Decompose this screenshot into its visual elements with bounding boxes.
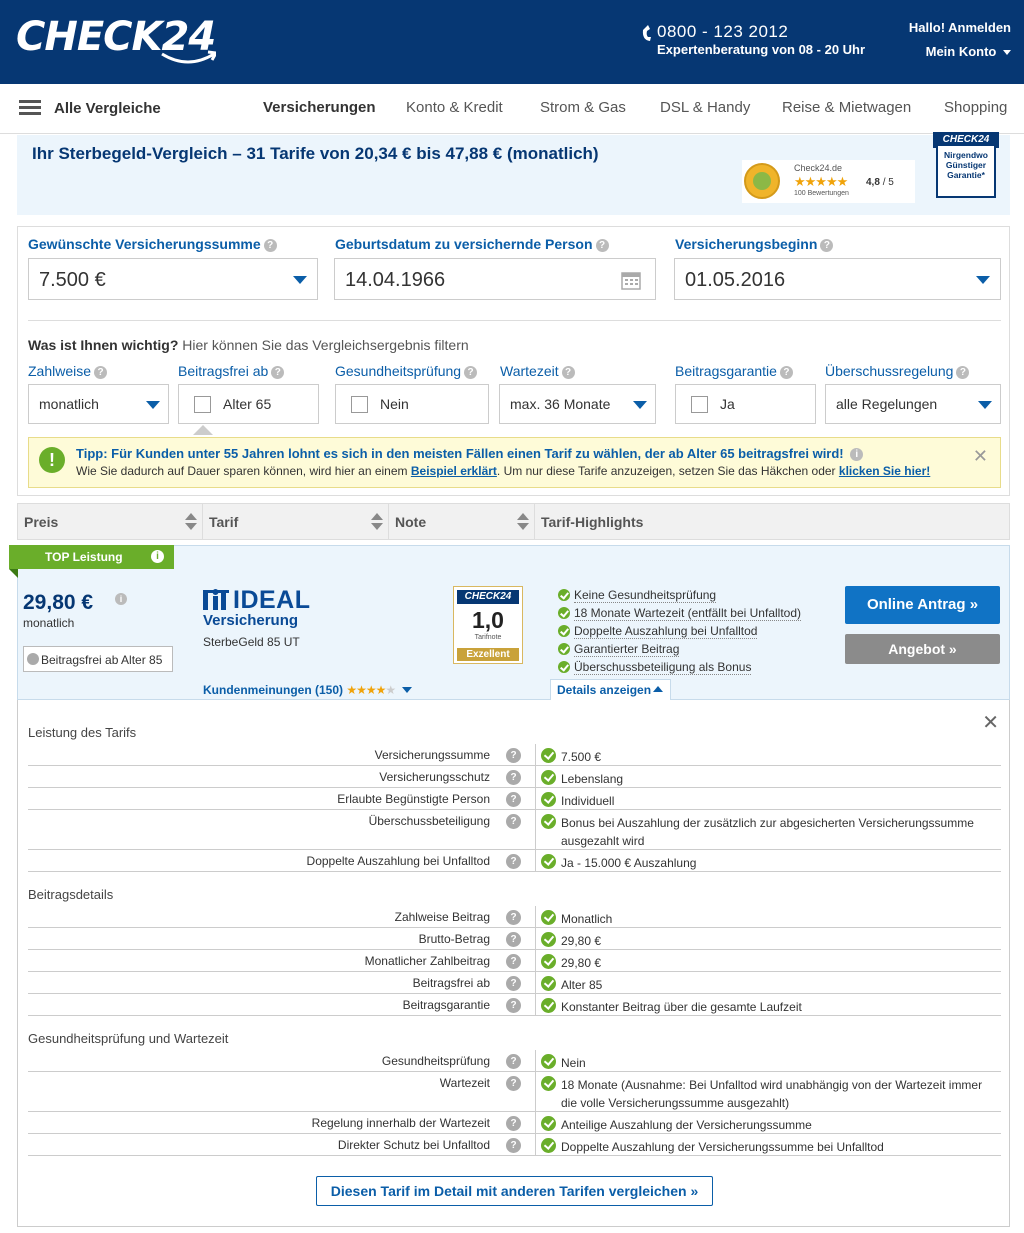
beginn-value: 01.05.2016 xyxy=(685,269,786,291)
info-icon[interactable]: i xyxy=(115,593,127,605)
compare-tariff-button[interactable]: Diesen Tarif im Detail mit anderen Tarifen vergleichen » xyxy=(316,1176,713,1206)
gesundheit-checkbox[interactable] xyxy=(335,384,489,424)
grade-label: Tarifnote xyxy=(474,634,502,641)
help-icon[interactable]: ? xyxy=(506,1116,521,1131)
check-icon xyxy=(558,643,570,655)
gesundheit-value: Nein xyxy=(380,396,409,412)
grade-text: Exzellent xyxy=(457,648,519,661)
result-card: TOP Leistung i 29,80 € i monatlich Beitragsfrei ab Alter 85 IDEAL Versicherung SterbeGeld 85 UT Kundenmeinungen (150) ★★★★★ CHECK24 1,0 Tarifnote Exzellent Keine Gesundheitsprüfung 18 Monate Wartezeit (entfällt bei Unfalltod) Doppelte Auszahlung bei Unfalltod Garantierter Beitrag Überschussbeteiligung als Bonus Online Antrag » Angebot » Details anzeigen xyxy=(17,545,1010,700)
help-icon[interactable]: ? xyxy=(506,910,521,925)
table-row: Erlaubte Begünstigte Person ? Individuell xyxy=(28,788,1001,810)
logo-swoosh-icon xyxy=(160,50,216,68)
nav-item-shopping[interactable]: Shopping xyxy=(944,99,1008,116)
tariff-grade-seal[interactable] xyxy=(453,586,523,664)
help-icon[interactable]: ? xyxy=(956,366,969,379)
zahlweise-select[interactable] xyxy=(28,384,169,424)
login-link[interactable]: Hallo! Anmelden xyxy=(908,20,1011,35)
help-icon[interactable]: ? xyxy=(780,366,793,379)
help-icon[interactable]: ? xyxy=(506,1054,521,1069)
garantie-checkbox[interactable] xyxy=(675,384,816,424)
help-icon[interactable]: ? xyxy=(506,932,521,947)
table-row: Zahlweise Beitrag ? Monatlich xyxy=(28,906,1001,928)
badge-fold xyxy=(9,569,18,578)
geburtsdatum-input[interactable] xyxy=(334,258,656,300)
exclamation-icon: ! xyxy=(39,447,65,473)
table-row: Brutto-Betrag ? 29,80 € xyxy=(28,928,1001,950)
zahlweise-label: Zahlweise ? xyxy=(28,363,107,379)
beitragsfrei-badge xyxy=(23,646,173,672)
reviews-label: Kundenmeinungen (150) xyxy=(203,683,344,697)
beitragsfrei-text: Beitragsfrei ab Alter 85 xyxy=(41,653,163,667)
help-icon[interactable]: ? xyxy=(506,748,521,763)
ekomi-site: Check24.de xyxy=(794,163,843,173)
checkbox[interactable] xyxy=(351,396,368,413)
section-title: Gesundheitsprüfung und Wartezeit xyxy=(28,1031,229,1046)
chevron-down-icon xyxy=(402,687,412,693)
sort-icon xyxy=(371,513,383,531)
tariff-name: SterbeGeld 85 UT xyxy=(203,635,300,649)
ueberschuss-label: Überschussregelung ? xyxy=(825,363,969,379)
summe-select[interactable] xyxy=(28,258,318,300)
table-row: Direkter Schutz bei Unfalltod ? Doppelte Auszahlung der Versicherungssumme bei Unfalltod xyxy=(28,1134,1001,1156)
ueberschuss-select[interactable] xyxy=(825,384,1001,424)
ueberschuss-value: alle Regelungen xyxy=(836,396,938,412)
check24-logo[interactable]: CHECK24 xyxy=(16,14,216,60)
summe-label: Gewünschte Versicherungssumme ? xyxy=(28,236,277,252)
phone-hours: Expertenberatung von 08 - 20 Uhr xyxy=(657,42,866,57)
section-title: Beitragsdetails xyxy=(28,887,114,902)
check-icon xyxy=(27,653,39,665)
section-title: Leistung des Tarifs xyxy=(28,725,137,740)
garantie-value: Ja xyxy=(720,396,735,412)
check-icon xyxy=(541,814,556,829)
table-row: Versicherungssumme ? 7.500 € xyxy=(28,744,1001,766)
summe-value: 7.500 € xyxy=(39,269,106,291)
rating-stars-icon: ★★★★★ xyxy=(346,683,396,697)
check-icon xyxy=(541,854,556,869)
check-icon xyxy=(541,792,556,807)
table-row: Versicherungsschutz ? Lebenslang xyxy=(28,766,1001,788)
grade-value: 1,0 xyxy=(472,607,504,633)
chevron-down-icon xyxy=(146,401,160,409)
ekomi-seal-icon xyxy=(744,163,780,199)
info-icon[interactable]: i xyxy=(850,448,863,461)
calendar-icon[interactable] xyxy=(621,270,641,290)
table-row: Doppelte Auszahlung bei Unfalltod ? Ja - 15.000 € Auszahlung xyxy=(28,850,1001,872)
details-panel xyxy=(17,700,1010,1227)
wartezeit-value: max. 36 Monate xyxy=(510,396,611,412)
all-comparisons-link[interactable]: Alle Vergleiche xyxy=(54,100,161,117)
highlights-header xyxy=(535,504,1009,539)
provider-name: IDEAL xyxy=(233,586,311,614)
details-toggle-label: Details anzeigen xyxy=(557,683,652,697)
tip-headline: Tipp: Für Kunden unter 55 Jahren lohnt es sich in den meisten Fällen einen Tarif zu wählen, der ab Alter 65 beitragsfrei wird! i xyxy=(76,446,863,461)
garantie-label: Beitragsgarantie ? xyxy=(675,363,793,379)
help-icon[interactable]: ? xyxy=(506,1138,521,1153)
check-icon xyxy=(541,910,556,925)
provider-sub: Versicherung xyxy=(203,612,299,629)
beitragsfrei-label: Beitragsfrei ab ? xyxy=(178,363,284,379)
table-row: Beitragsfrei ab ? Alter 85 xyxy=(28,972,1001,994)
check-icon xyxy=(541,954,556,969)
rating-stars-icon: ★★★★★ xyxy=(794,174,848,189)
table-row: Wartezeit ? 18 Monate (Ausnahme: Bei Unfalltod wird unabhängig von der Wartezeit immer die volle Versicherungssumme ausgezahlt) xyxy=(28,1072,1001,1112)
zahlweise-value: monatlich xyxy=(39,396,99,412)
guarantee-seal[interactable] xyxy=(933,132,999,200)
nav-item-versicherungen[interactable]: Versicherungen xyxy=(263,99,376,116)
nav-item-dsl-handy[interactable]: DSL & Handy xyxy=(660,99,751,116)
help-icon[interactable]: ? xyxy=(506,954,521,969)
wartezeit-select[interactable] xyxy=(499,384,656,424)
help-icon[interactable]: ? xyxy=(596,239,609,252)
gesundheit-label: Gesundheitsprüfung ? xyxy=(335,363,477,379)
wartezeit-label: Wartezeit ? xyxy=(500,363,575,379)
beginn-select[interactable] xyxy=(674,258,1001,300)
table-row: Überschussbeteiligung ? Bonus bei Auszahlung der zusätzlich zur abgesicherten Versicherungssumme ausgezahlt wird xyxy=(28,810,1001,850)
beitragsfrei-checkbox[interactable] xyxy=(178,384,319,424)
chevron-down-icon xyxy=(978,401,992,409)
check-icon xyxy=(541,1054,556,1069)
table-row: Gesundheitsprüfung ? Nein xyxy=(28,1050,1001,1072)
check-icon xyxy=(541,1138,556,1153)
ideal-logo-icon xyxy=(203,588,229,610)
check-icon xyxy=(541,998,556,1013)
sort-note[interactable] xyxy=(389,504,535,539)
tip-text: Wie Sie dadurch auf Dauer sparen können, wird hier an einem Beispiel erklärt. Um nur diese Tarife anzuzeigen, setzen Sie das Häkchen oder klicken Sie hier! xyxy=(76,464,931,478)
geburt-value: 14.04.1966 xyxy=(345,269,446,291)
nav-item-konto-kredit[interactable]: Konto & Kredit xyxy=(406,99,503,116)
help-icon[interactable]: ? xyxy=(271,366,284,379)
table-row: Monatlicher Zahlbeitrag ? 29,80 € xyxy=(28,950,1001,972)
check-icon xyxy=(558,661,570,673)
guarantee-text: Nirgendwo Günstiger Garantie* xyxy=(936,146,996,198)
top-header xyxy=(0,0,1024,84)
sort-note-label: Note xyxy=(395,514,427,530)
help-icon[interactable]: ? xyxy=(506,1076,521,1091)
chevron-down-icon xyxy=(976,276,990,284)
top-badge xyxy=(9,545,174,569)
info-icon[interactable]: i xyxy=(151,550,164,563)
search-form xyxy=(17,226,1010,496)
help-icon[interactable]: ? xyxy=(464,366,477,379)
tip-box xyxy=(28,437,1001,488)
table-row: Regelung innerhalb der Wartezeit ? Anteilige Auszahlung der Versicherungssumme xyxy=(28,1112,1001,1134)
filter-intro: Was ist Ihnen wichtig? Hier können Sie das Vergleichsergebnis filtern xyxy=(28,337,469,353)
sort-tarif[interactable] xyxy=(203,504,389,539)
help-icon[interactable]: ? xyxy=(820,239,833,252)
sort-price-label: Preis xyxy=(24,514,59,530)
check-icon xyxy=(558,625,570,637)
chevron-down-icon xyxy=(1003,50,1011,55)
help-icon[interactable]: ? xyxy=(264,239,277,252)
reviews-link[interactable] xyxy=(203,683,412,697)
check-icon xyxy=(541,1116,556,1131)
beitragsfrei-value: Alter 65 xyxy=(223,396,272,412)
check-icon xyxy=(541,976,556,991)
grade-brand: CHECK24 xyxy=(457,590,519,604)
menu-icon[interactable] xyxy=(19,100,41,116)
chevron-down-icon xyxy=(633,401,647,409)
chevron-down-icon xyxy=(293,276,307,284)
help-icon[interactable]: ? xyxy=(562,366,575,379)
beginn-label: Versicherungsbeginn ? xyxy=(675,236,833,252)
help-icon[interactable]: ? xyxy=(506,770,521,785)
tip-pointer xyxy=(193,425,213,435)
help-icon[interactable]: ? xyxy=(506,998,521,1013)
divider xyxy=(28,320,1001,321)
checkbox[interactable] xyxy=(194,396,211,413)
phone-icon xyxy=(640,24,652,42)
chevron-up-icon xyxy=(653,686,663,692)
help-icon[interactable]: ? xyxy=(506,976,521,991)
badge-label: TOP Leistung xyxy=(45,550,123,564)
nav-item-reise-mietwagen[interactable]: Reise & Mietwagen xyxy=(782,99,912,116)
check-icon xyxy=(558,589,570,601)
checkbox[interactable] xyxy=(691,396,708,413)
account-menu[interactable] xyxy=(926,44,1011,59)
sort-price[interactable] xyxy=(18,504,203,539)
help-icon[interactable]: ? xyxy=(506,814,521,829)
price-period: monatlich xyxy=(23,616,75,630)
table-row: Beitragsgarantie ? Konstanter Beitrag über die gesamte Laufzeit xyxy=(28,994,1001,1016)
help-icon[interactable]: ? xyxy=(506,792,521,807)
check-icon xyxy=(541,1076,556,1091)
main-nav xyxy=(0,84,1024,134)
nav-item-strom-gas[interactable]: Strom & Gas xyxy=(540,99,626,116)
phone-number[interactable]: 0800 - 123 2012 xyxy=(657,22,789,41)
close-icon[interactable]: ✕ xyxy=(972,446,988,466)
comparison-banner xyxy=(17,135,1010,215)
account-label: Mein Konto xyxy=(925,44,997,59)
geburt-label: Geburtsdatum zu versichernde Person ? xyxy=(335,236,609,252)
sort-icon xyxy=(517,513,529,531)
guarantee-brand: CHECK24 xyxy=(933,132,999,148)
close-icon[interactable]: ✕ xyxy=(982,712,999,734)
sort-tarif-label: Tarif xyxy=(209,514,239,530)
sort-icon xyxy=(185,513,197,531)
help-icon[interactable]: ? xyxy=(506,854,521,869)
check-icon xyxy=(541,748,556,763)
ekomi-rating-badge[interactable] xyxy=(742,160,915,203)
ekomi-review-count: 100 Bewertungen xyxy=(794,190,849,197)
offer-button[interactable]: Angebot » xyxy=(845,634,1000,664)
price: 29,80 € xyxy=(23,591,94,614)
page-title: Ihr Sterbegeld-Vergleich – 31 Tarife von 20,34 € bis 47,88 € (monatlich) xyxy=(32,144,599,163)
online-apply-button[interactable]: Online Antrag » xyxy=(845,586,1000,624)
example-link[interactable]: Beispiel erklärt xyxy=(410,464,497,478)
details-toggle[interactable] xyxy=(550,679,671,701)
click-here-link[interactable]: klicken Sie hier! xyxy=(838,464,931,478)
check-icon xyxy=(541,932,556,947)
help-icon[interactable]: ? xyxy=(94,366,107,379)
check-icon xyxy=(541,770,556,785)
check-icon xyxy=(558,607,570,619)
sort-header xyxy=(17,503,1010,540)
highlights-label: Tarif-Highlights xyxy=(541,514,644,530)
ekomi-score: 4,8 / 5 xyxy=(866,177,894,188)
